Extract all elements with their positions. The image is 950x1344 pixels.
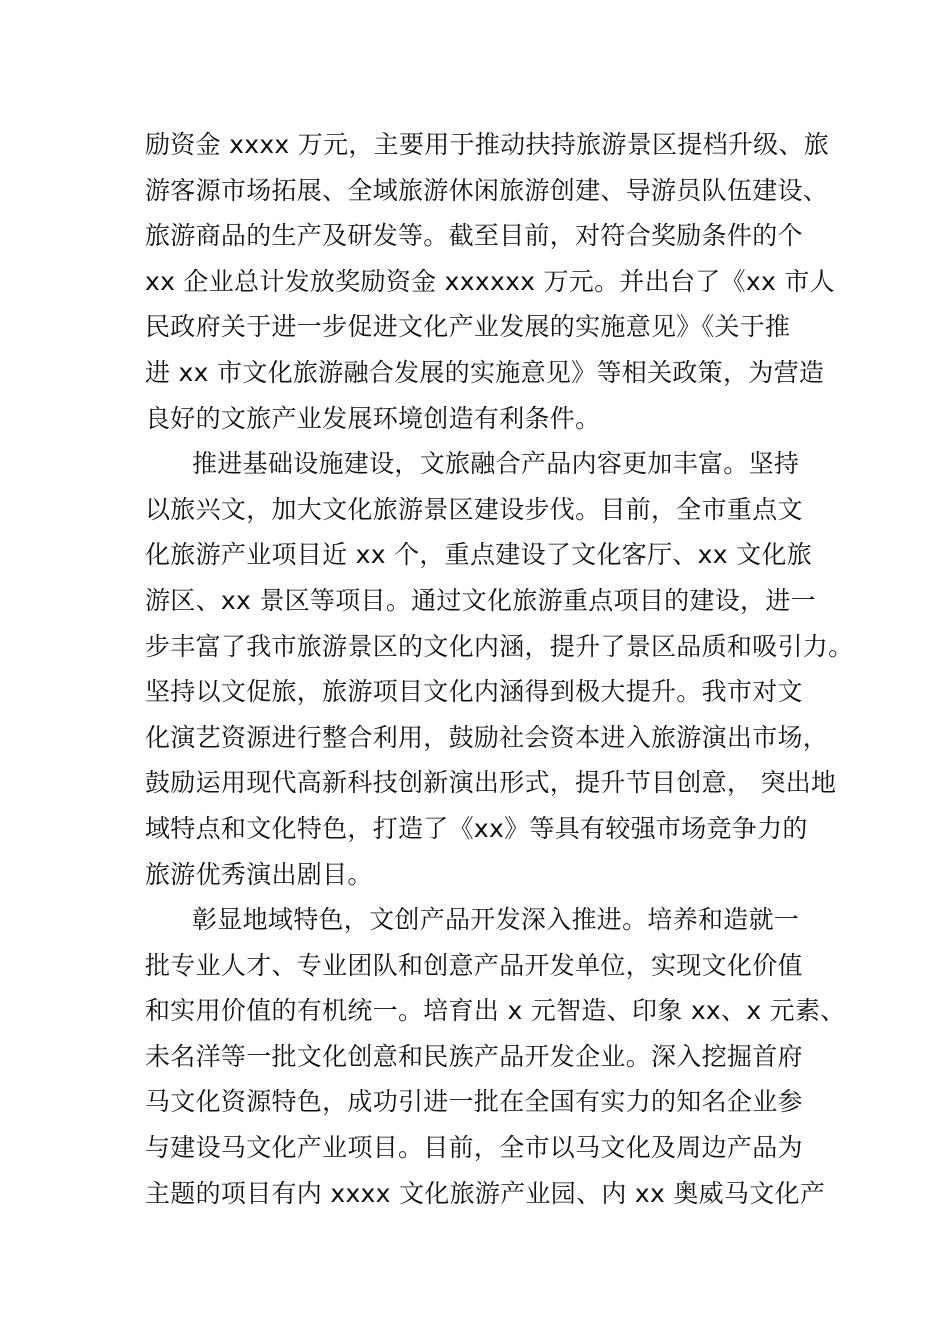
text-line: 以旅兴文，加大文化旅游景区建设步伐。目前，全市重点文 (145, 494, 803, 524)
paragraph-first-line: 彰显地域特色，文创产品开发深入推进。培养和造就一 (192, 905, 800, 935)
text-line: 良好的文旅产业发展环境创造有利条件。 (145, 403, 601, 433)
document-body (145, 122, 854, 1216)
text-line: 坚持以文促旅，旅游项目文化内涵得到极大提升。我市对文 (145, 677, 803, 707)
text-line: 化旅游产业项目近 xx 个，重点建设了文化客厅、xx 文化旅 (145, 540, 813, 570)
text-line: 未名洋等一批文化创意和民族产品开发企业。深入挖掘首府 (145, 1041, 803, 1071)
text-line: 域特点和文化特色，打造了《xx》等具有较强市场竞争力的 (145, 813, 808, 843)
text-line: 旅游优秀演出剧目。 (145, 859, 373, 889)
text-line: 步丰富了我市旅游景区的文化内涵，提升了景区品质和吸引力。 (145, 631, 854, 661)
paragraph-first-line: 推进基础设施建设，文旅融合产品内容更加丰富。坚持 (192, 449, 800, 479)
text-line: 化演艺资源进行整合利用，鼓励社会资本进入旅游演出市场， (145, 722, 829, 752)
text-line: 游客源市场拓展、全域旅游休闲旅游创建、导游员队伍建设、 (145, 175, 829, 205)
text-line: 主题的项目有内 xxxx 文化旅游产业园、内 xx 奥威马文化产 (145, 1178, 826, 1208)
text-line: 马文化资源特色，成功引进一批在全国有实力的知名企业参 (145, 1087, 803, 1117)
text-line: 民政府关于进一步促进文化产业发展的实施意见》《关于推 (145, 312, 791, 342)
text-line: 励资金 xxxx 万元，主要用于推动扶持旅游景区提档升级、旅 (145, 130, 830, 159)
text-line: 批专业人才、专业团队和创意产品开发单位，实现文化价值 (145, 950, 803, 980)
text-line: xx 企业总计发放奖励资金 xxxxxx 万元。并出台了《xx 市人 (145, 266, 835, 296)
text-line: 进 xx 市文化旅游融合发展的实施意见》等相关政策，为营造 (145, 357, 825, 387)
text-line: 和实用价值的有机统一。培育出 x 元智造、印象 xx、x 元素、 (145, 996, 846, 1026)
text-line: 游区、xx 景区等项目。通过文化旅游重点项目的建设，进一 (145, 585, 816, 615)
text-line: 鼓励运用现代高新科技创新演出形式，提升节目创意， 突出地 (145, 768, 837, 798)
text-line: 与建设马文化产业项目。目前，全市以马文化及周边产品为 (145, 1133, 803, 1163)
text-line: 旅游商品的生产及研发等。截至目前，对符合奖励条件的个 (145, 221, 803, 251)
